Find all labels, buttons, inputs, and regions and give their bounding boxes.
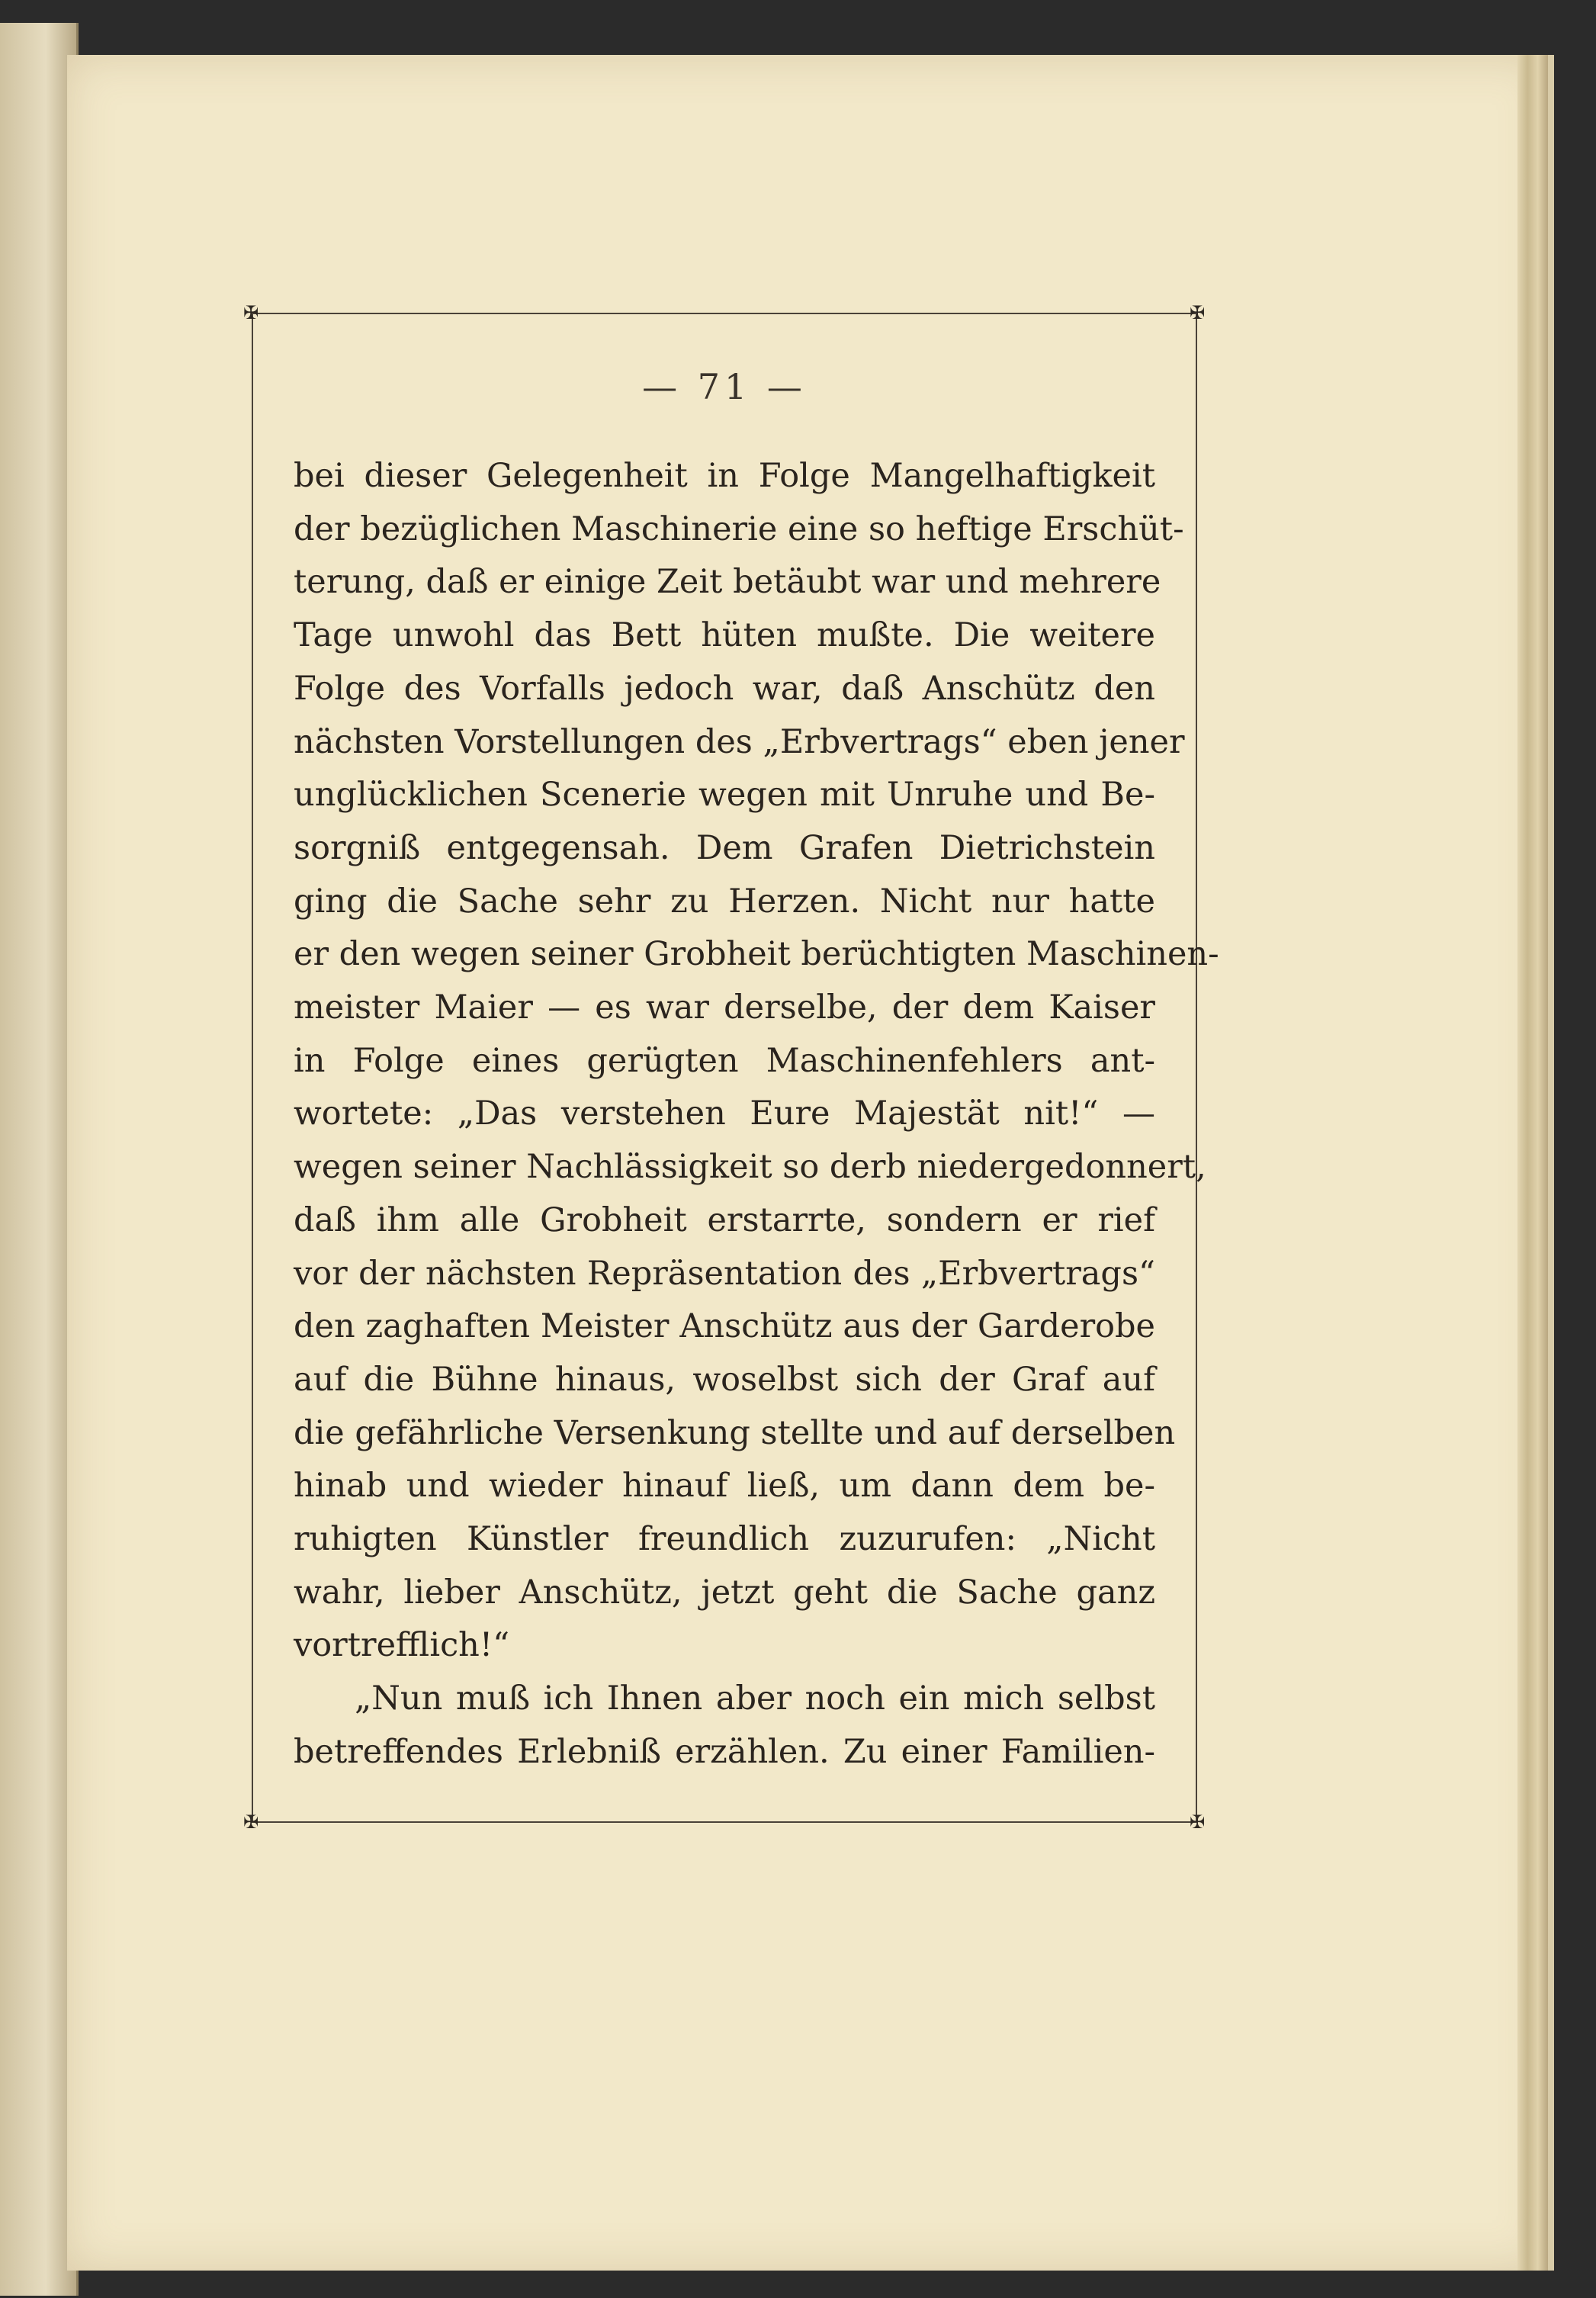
text-line: terung, daß er einige Zeit betäubt war und mehrere <box>294 563 1161 602</box>
text-line: die gefährliche Versenkung stellte und auf derselben <box>294 1413 1176 1452</box>
text-line: unglücklichen Scenerie wegen mit Unruhe und Be- <box>294 776 1155 815</box>
text-line: wegen seiner Nachlässigkeit so derb niedergedonnert, <box>294 1148 1206 1187</box>
text-line: hinab und wieder hinauf ließ, um dann dem be- <box>294 1467 1155 1506</box>
text-line: den zaghaften Meister Anschütz aus der Garderobe <box>294 1307 1155 1346</box>
text-line: betreffendes Erlebniß erzählen. Zu einer Familien- <box>294 1732 1155 1771</box>
text-line: bei dieser Gelegenheit in Folge Mangelhaftigkeit <box>294 457 1155 495</box>
text-line: meister Maier — es war derselbe, der dem Kaiser <box>294 988 1155 1027</box>
page-number: — 71 — <box>642 366 807 407</box>
text-line: in Folge eines gerügten Maschinenfehlers ant- <box>294 1041 1155 1080</box>
page-stack-edge <box>1517 55 1548 2271</box>
text-line: Tage unwohl das Bett hüten mußte. Die weitere <box>294 616 1155 655</box>
text-line: wahr, lieber Anschütz, jetzt geht die Sache ganz <box>294 1573 1155 1612</box>
text-line: auf die Bühne hinaus, woselbst sich der Graf auf <box>294 1360 1155 1399</box>
corner-ornament-bottom-right: ✠ <box>1189 1811 1206 1833</box>
text-line: der bezüglichen Maschinerie eine so heftige Erschüt- <box>294 509 1184 548</box>
text-line: nächsten Vorstellungen des „Erbvertrags“ eben jener <box>294 722 1185 761</box>
text-line: ging die Sache sehr zu Herzen. Nicht nur hatte <box>294 882 1155 921</box>
text-line: vor der nächsten Repräsentation des „Erbvertrags“ <box>294 1254 1155 1293</box>
text-line: er den wegen seiner Grobheit berüchtigten Maschinen- <box>294 935 1219 974</box>
text-line: „Nun muß ich Ihnen aber noch ein mich selbst <box>355 1679 1155 1718</box>
body-text <box>294 450 1219 1779</box>
text-line: vortrefflich!“ <box>294 1626 510 1665</box>
corner-ornament-top-right: ✠ <box>1189 302 1206 323</box>
text-line: daß ihm alle Grobheit erstarrte, sondern er rief <box>294 1200 1155 1239</box>
text-line: wortete: „Das verstehen Eure Majestät nit!“ — <box>294 1094 1155 1133</box>
text-line: sorgniß entgegensah. Dem Grafen Dietrichstein <box>294 828 1155 867</box>
corner-ornament-top-left: ✠ <box>242 302 259 323</box>
corner-ornament-bottom-left: ✠ <box>242 1811 259 1833</box>
text-line: ruhigten Künstler freundlich zuzurufen: „Nicht <box>294 1520 1155 1559</box>
text-line: Folge des Vorfalls jedoch war, daß Anschütz den <box>294 669 1155 708</box>
